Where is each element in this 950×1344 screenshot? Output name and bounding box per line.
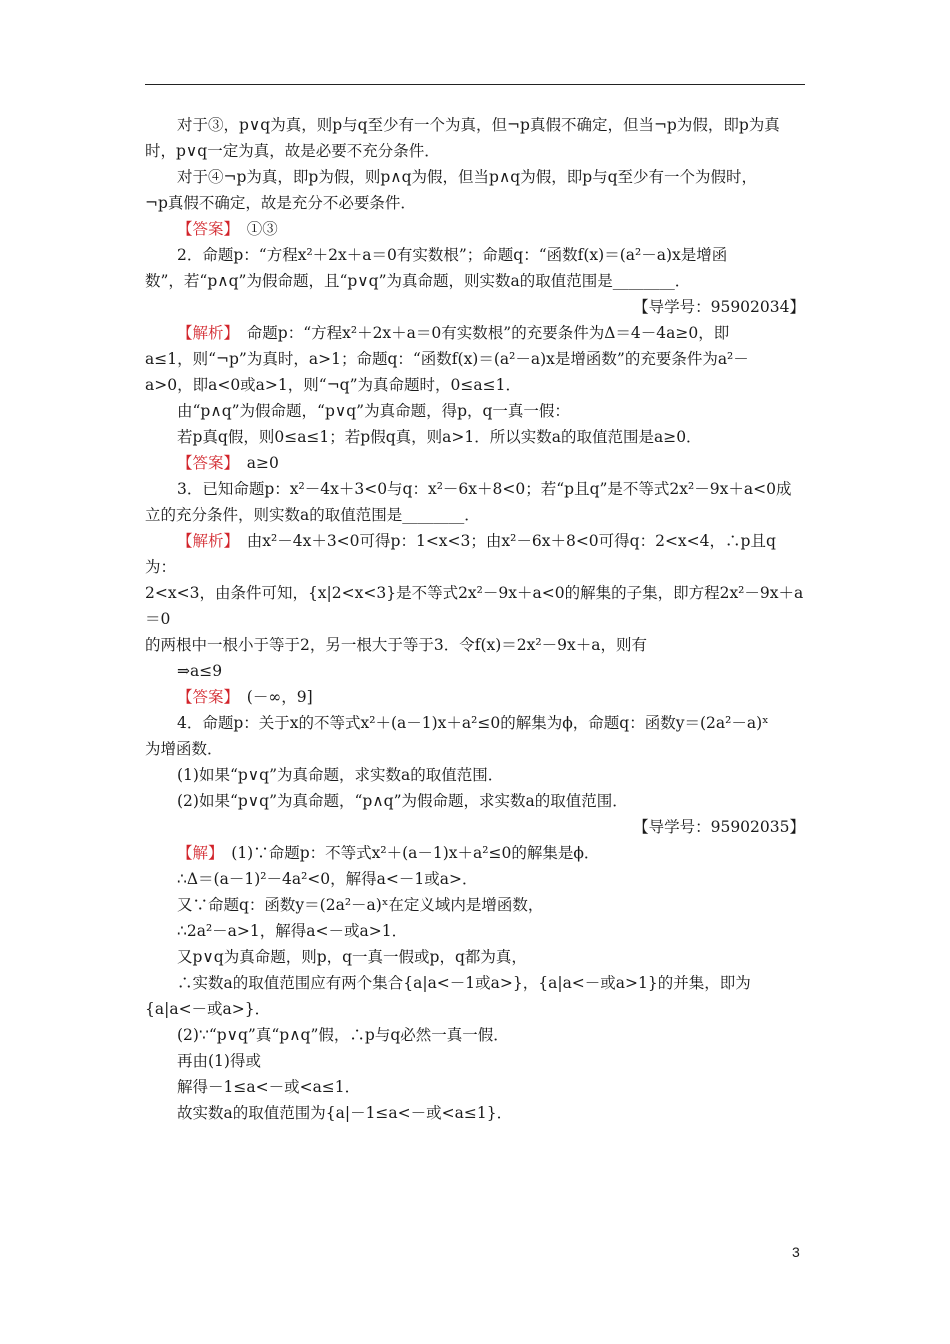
text-line: [145, 762, 805, 788]
section-tag: 【解】: [177, 844, 216, 862]
text-line: [145, 268, 805, 294]
text-line: [145, 632, 805, 658]
section-tag: 【解析】: [177, 532, 232, 550]
line-text: {a|a<－或a>}．: [145, 1000, 271, 1018]
text-line: [145, 658, 805, 684]
answer-line: [145, 320, 805, 346]
line-text: 又∵命题q：函数y＝(2a²－a)ˣ在定义域内是增函数，: [177, 896, 544, 914]
line-text: 4．命题p：关于x的不等式x²＋(a－1)x＋a²≤0的解集为ϕ，命题q：函数y＝(2a²－a)ˣ: [177, 714, 769, 732]
line-text: ¬p真假不确定，故是充分不必要条件．: [145, 194, 416, 212]
line-text: a≤1，则“¬p”为真时，a>1；命题q：“函数f(x)＝(a²－a)x是增函数”的充要条件为a²－: [145, 350, 749, 368]
header-rule: [145, 84, 805, 85]
text-line: [145, 866, 805, 892]
line-text: ∴Δ＝(a－1)²－4a²<0，解得a<－1或a>．: [177, 870, 478, 888]
line-text: 故实数a的取值范围为{a|－1≤a<－或<a≤1}．: [177, 1104, 513, 1122]
line-text: a>0，即a<0或a>1，则“¬q”为真命题时，0≤a≤1．: [145, 376, 521, 394]
text-line: [145, 398, 805, 424]
line-text: 若p真q假，则0≤a≤1；若p假q真，则a>1．所以实数a的取值范围是a≥0．: [177, 428, 702, 446]
line-text: ∴2a²－a>1，解得a<－或a>1．: [177, 922, 408, 940]
section-tag: 【答案】: [177, 220, 232, 238]
line-text: 数”，若“p∧q”为假命题，且“p∨q”为真命题，则实数a的取值范围是________．: [145, 272, 691, 290]
text-line: [145, 1074, 805, 1100]
text-line: [145, 190, 805, 216]
answer-line: [145, 684, 805, 710]
text-line: [145, 892, 805, 918]
line-text: 2<x<3，由条件可知，{x|2<x<3}是不等式2x²－9x＋a<0的解集的子集，即方程2x²－9x＋a＝0: [145, 584, 804, 628]
text-line: [145, 138, 805, 164]
text-line: [145, 372, 805, 398]
line-text: 对于③，p∨q为真，则p与q至少有一个为真，但¬p真假不确定，但当¬p为假，即p为真: [177, 116, 780, 134]
line-text: ⇒a≤9: [177, 662, 223, 680]
text-line: [145, 242, 805, 268]
line-text: 立的充分条件，则实数a的取值范围是________．: [145, 506, 480, 524]
text-line: [145, 918, 805, 944]
line-text: 【导学号：95902034】: [633, 298, 805, 316]
line-text: a≥0: [231, 454, 279, 472]
line-text: 由“p∧q”为假命题，“p∨q”为真命题，得p，q一真一假：: [177, 402, 570, 420]
text-line: [145, 112, 805, 138]
text-line: [145, 996, 805, 1022]
line-text: ①③: [231, 220, 278, 238]
line-text: 3．已知命题p：x²－4x＋3<0与q：x²－6x＋8<0；若“p且q”是不等式2x²－9x＋a<0成: [177, 480, 792, 498]
line-text: 解得－1≤a<－或<a≤1．: [177, 1078, 361, 1096]
line-text: 【导学号：95902035】: [633, 818, 805, 836]
answer-line: [145, 840, 805, 866]
answer-line: [145, 450, 805, 476]
text-line: [145, 580, 805, 632]
line-text: (2)∵“p∨q”真“p∧q”假，∴p与q必然一真一假．: [177, 1026, 509, 1044]
line-text: 2．命题p：“方程x²＋2x＋a＝0有实数根”；命题q：“函数f(x)＝(a²－a)x是增函: [177, 246, 728, 264]
line-text: 由x²－4x＋3<0可得p：1<x<3；由x²－6x＋8<0可得q：2<x<4，∴p且q为：: [145, 532, 776, 576]
line-text: 的两根中一根小于等于2，另一根大于等于3．令f(x)＝2x²－9x＋a，则有: [145, 636, 647, 654]
line-text: ∴实数a的取值范围应有两个集合{a|a<－1或a>}，{a|a<－或a>1}的并集，即为: [177, 974, 751, 992]
text-line: [145, 476, 805, 502]
document-body: [145, 112, 805, 1126]
text-line: [145, 164, 805, 190]
section-tag: 【答案】: [177, 454, 232, 472]
section-tag: 【解析】: [177, 324, 232, 342]
line-text: 时，p∨q一定为真，故是必要不充分条件．: [145, 142, 440, 160]
text-line: [145, 502, 805, 528]
text-line: [145, 814, 805, 840]
text-line: [145, 1048, 805, 1074]
text-line: [145, 970, 805, 996]
text-line: [145, 346, 805, 372]
text-line: [145, 294, 805, 320]
line-text: 又p∨q为真命题，则p，q一真一假或p，q都为真，: [177, 948, 527, 966]
line-text: (1)如果“p∨q”为真命题，求实数a的取值范围．: [177, 766, 504, 784]
line-text: 对于④¬p为真，即p为假，则p∧q为假，但当p∧q为假，即p与q至少有一个为假时，: [177, 168, 758, 186]
text-line: [145, 1100, 805, 1126]
line-text: 再由(1)得或: [177, 1052, 261, 1070]
section-tag: 【答案】: [177, 688, 232, 706]
page-number: 3: [792, 1244, 800, 1260]
text-line: [145, 1022, 805, 1048]
line-text: (－∞，9]: [231, 688, 313, 706]
line-text: (1)∵命题p：不等式x²＋(a－1)x＋a²≤0的解集是ϕ．: [215, 844, 600, 862]
text-line: [145, 424, 805, 450]
line-text: 为增函数．: [145, 740, 223, 758]
text-line: [145, 944, 805, 970]
text-line: [145, 710, 805, 736]
line-text: (2)如果“p∨q”为真命题，“p∧q”为假命题，求实数a的取值范围．: [177, 792, 628, 810]
line-text: 命题p：“方程x²＋2x＋a＝0有实数根”的充要条件为Δ＝4－4a≥0，即: [231, 324, 730, 342]
answer-line: [145, 216, 805, 242]
text-line: [145, 736, 805, 762]
answer-line: [145, 528, 805, 580]
text-line: [145, 788, 805, 814]
